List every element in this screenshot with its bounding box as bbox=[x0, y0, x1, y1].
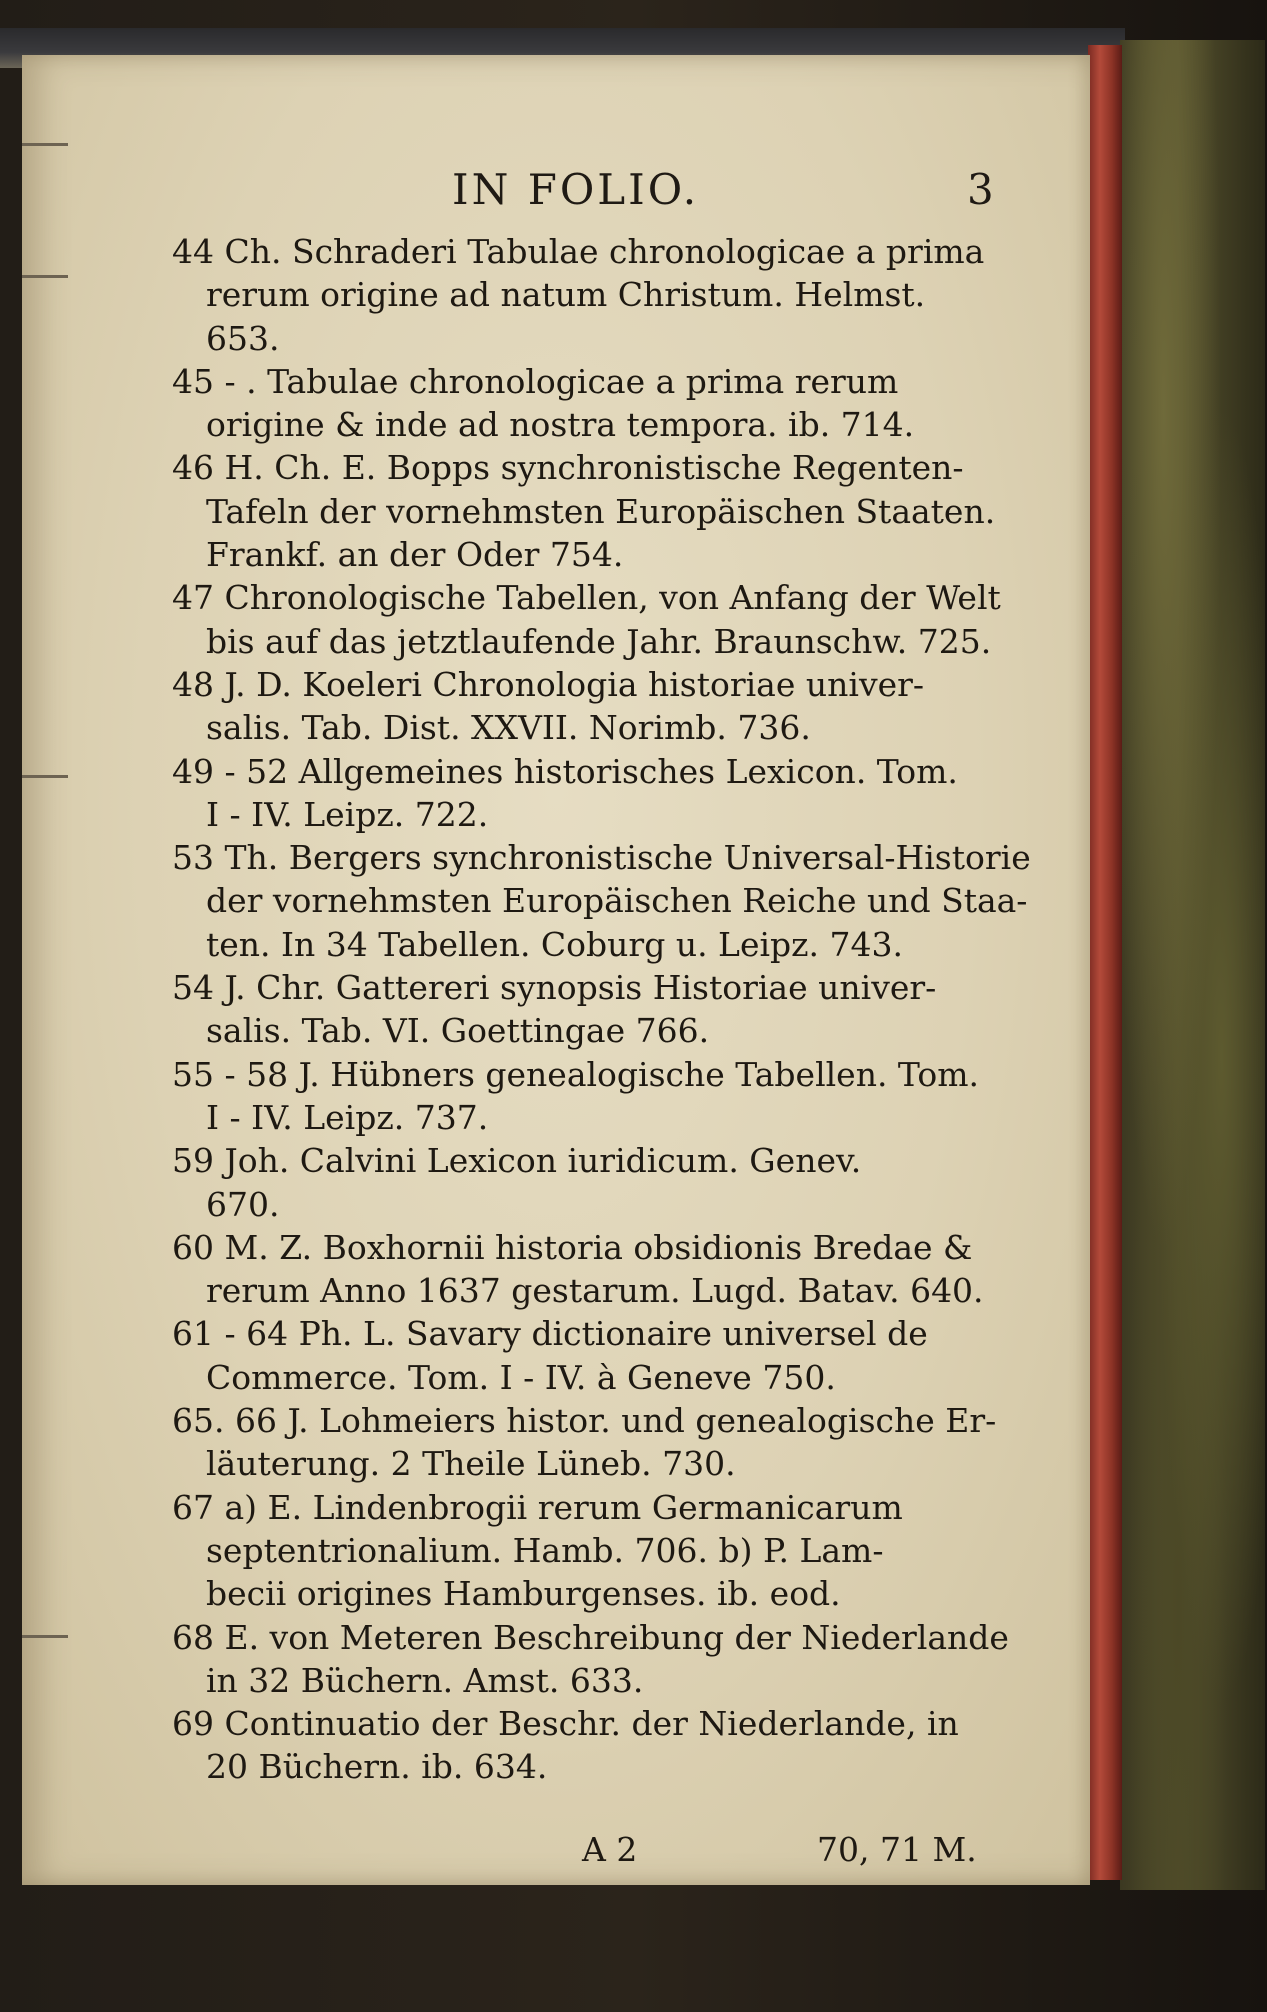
entry-first-line: 68 E. von Meteren Beschreibung der Niederlande bbox=[172, 1617, 1009, 1657]
gutter-mark bbox=[22, 1635, 68, 1638]
catalog-entry bbox=[172, 836, 1042, 966]
entry-continuation-line: rerum origine ad natum Christum. Helmst. bbox=[206, 275, 926, 315]
entry-continuation-line: I - IV. Leipz. 737. bbox=[206, 1097, 489, 1137]
gutter-mark bbox=[22, 775, 68, 778]
entry-first-line: 53 Th. Bergers synchronistische Universal-Historie bbox=[172, 838, 1031, 878]
page-header bbox=[22, 137, 1090, 217]
catalog-entry bbox=[172, 1053, 1042, 1140]
entry-first-line: 46 H. Ch. E. Bopps synchronistische Regenten- bbox=[172, 448, 964, 488]
catalog-entry bbox=[172, 230, 1042, 360]
entry-first-line: 54 J. Chr. Gattereri synopsis Historiae univer- bbox=[172, 968, 937, 1008]
entry-continuation-line: Tafeln der vornehmsten Europäischen Staaten. bbox=[206, 491, 996, 531]
entry-first-line: 49 - 52 Allgemeines historisches Lexicon. Tom. bbox=[172, 751, 958, 791]
entry-continuation-line: Frankf. an der Oder 754. bbox=[206, 535, 624, 575]
catalog-entry bbox=[172, 446, 1042, 576]
entry-continuation-line: rerum Anno 1637 gestarum. Lugd. Batav. 640. bbox=[206, 1271, 984, 1311]
catalog-entry bbox=[172, 576, 1042, 663]
entry-first-line: 69 Continuatio der Beschr. der Niederlande, in bbox=[172, 1704, 959, 1744]
entry-continuation-line: I - IV. Leipz. 722. bbox=[206, 794, 489, 834]
catalog-entries bbox=[172, 230, 1042, 1789]
catalog-entry bbox=[172, 1312, 1042, 1399]
entry-first-line: 59 Joh. Calvini Lexicon iuridicum. Genev. bbox=[172, 1141, 862, 1181]
entry-continuation-line: salis. Tab. VI. Goettingae 766. bbox=[206, 1011, 710, 1051]
page-footer bbox=[22, 1830, 1090, 1880]
catalog-entry bbox=[172, 1399, 1042, 1486]
catalog-entry bbox=[172, 663, 1042, 750]
entry-continuation-line: becii origines Hamburgenses. ib. eod. bbox=[206, 1574, 841, 1614]
entry-first-line: 60 M. Z. Boxhornii historia obsidionis Bredae & bbox=[172, 1227, 973, 1267]
entry-continuation-line: 670. bbox=[206, 1184, 280, 1224]
entry-continuation-line: origine & inde ad nostra tempora. ib. 714. bbox=[206, 405, 915, 445]
catalog-entry bbox=[172, 1139, 1042, 1226]
entry-continuation-line: 653. bbox=[206, 318, 280, 358]
catalog-entry bbox=[172, 750, 1042, 837]
red-page-edges bbox=[1088, 45, 1122, 1880]
entry-continuation-line: ten. In 34 Tabellen. Coburg u. Leipz. 743. bbox=[206, 924, 904, 964]
catalog-entry bbox=[172, 1616, 1042, 1703]
catalog-entry bbox=[172, 1702, 1042, 1789]
entry-first-line: 65. 66 J. Lohmeiers histor. und genealogische Er- bbox=[172, 1401, 997, 1441]
entry-continuation-line: der vornehmsten Europäischen Reiche und Staa- bbox=[206, 881, 1028, 921]
book-page bbox=[22, 55, 1090, 1885]
gutter-mark bbox=[22, 275, 68, 278]
catalog-entry bbox=[172, 966, 1042, 1053]
entry-first-line: 55 - 58 J. Hübners genealogische Tabellen. Tom. bbox=[172, 1054, 980, 1094]
catchword: 70, 71 M. bbox=[817, 1830, 977, 1869]
page-number: 3 bbox=[967, 165, 994, 214]
entry-first-line: 48 J. D. Koeleri Chronologia historiae univer- bbox=[172, 664, 925, 704]
catalog-entry bbox=[172, 1226, 1042, 1313]
catalog-entry bbox=[172, 360, 1042, 447]
entry-continuation-line: Commerce. Tom. I - IV. à Geneve 750. bbox=[206, 1357, 836, 1397]
book-cover-marbled bbox=[1120, 40, 1265, 1890]
entry-first-line: 67 a) E. Lindenbrogii rerum Germanicarum bbox=[172, 1487, 903, 1527]
entry-continuation-line: 20 Büchern. ib. 634. bbox=[206, 1747, 548, 1787]
entry-continuation-line: läuterung. 2 Theile Lüneb. 730. bbox=[206, 1444, 736, 1484]
entry-first-line: 61 - 64 Ph. L. Savary dictionaire universel de bbox=[172, 1314, 928, 1354]
entry-continuation-line: bis auf das jetztlaufende Jahr. Braunschw. 725. bbox=[206, 621, 992, 661]
entry-first-line: 47 Chronologische Tabellen, von Anfang der Welt bbox=[172, 578, 1001, 618]
entry-first-line: 45 - . Tabulae chronologicae a prima rerum bbox=[172, 361, 899, 401]
entry-continuation-line: in 32 Büchern. Amst. 633. bbox=[206, 1660, 644, 1700]
entry-continuation-line: septentrionalium. Hamb. 706. b) P. Lam- bbox=[206, 1530, 884, 1570]
entry-first-line: 44 Ch. Schraderi Tabulae chronologicae a prima bbox=[172, 232, 985, 271]
entry-continuation-line: salis. Tab. Dist. XXVII. Norimb. 736. bbox=[206, 708, 811, 748]
running-head: IN FOLIO. bbox=[452, 165, 700, 214]
catalog-entry bbox=[172, 1486, 1042, 1616]
signature-mark: A 2 bbox=[582, 1830, 638, 1869]
